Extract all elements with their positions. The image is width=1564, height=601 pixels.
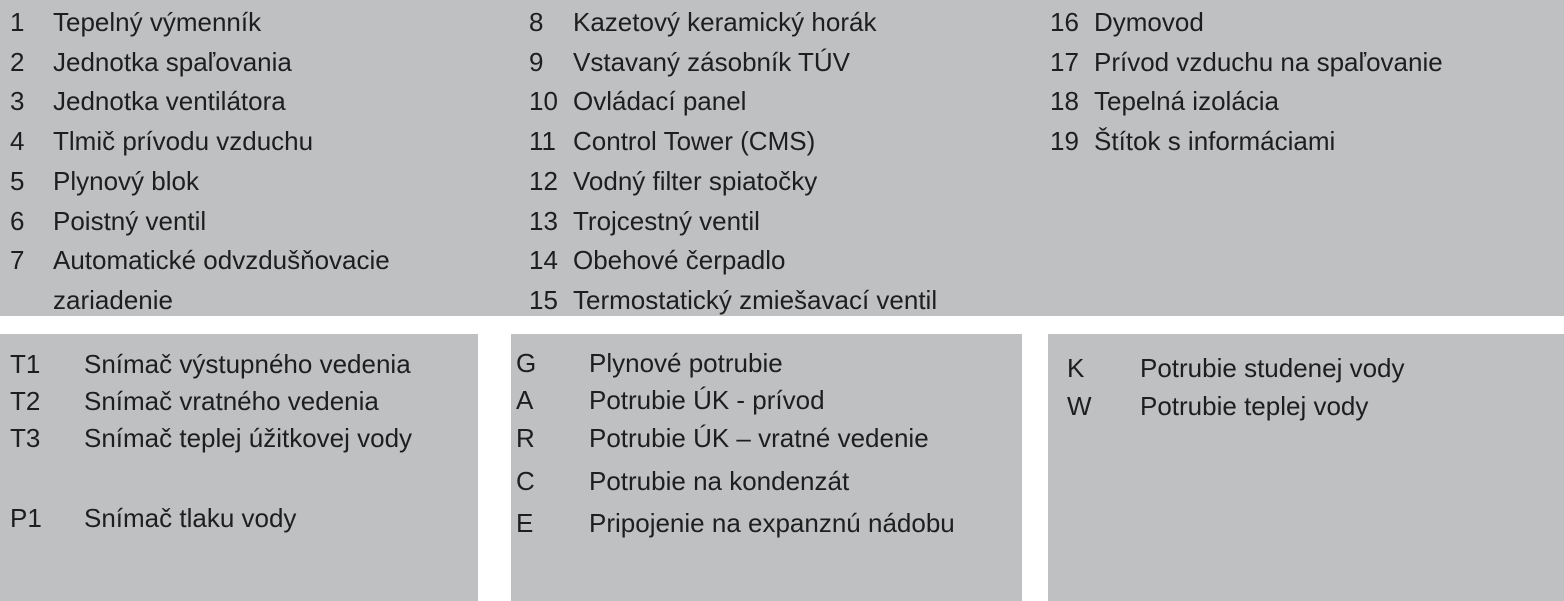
item-number: 15: [529, 285, 558, 315]
pipe-code: G: [516, 348, 537, 378]
item-number: 1: [10, 7, 25, 37]
item-number: 7: [10, 245, 25, 275]
item-label: Trojcestný ventil: [573, 206, 760, 236]
sensor-code: T2: [10, 386, 41, 416]
item-label: Vstavaný zásobník TÚV: [573, 47, 850, 77]
pipe-label: Pripojenie na expanznú nádobu: [589, 508, 955, 538]
item-number: 5: [10, 166, 25, 196]
item-number: 19: [1050, 126, 1079, 156]
item-label: Automatické odvzdušňovacie: [53, 245, 390, 275]
item-label: Poistný ventil: [53, 206, 207, 236]
item-label: Jednotka ventilátora: [53, 86, 286, 116]
pipe-code: R: [516, 423, 535, 453]
sensor-label: Snímač tlaku vody: [84, 503, 297, 533]
sensor-code: P1: [10, 503, 42, 533]
item-label: Termostatický zmiešavací ventil: [573, 285, 938, 315]
item-label: Tepelný výmenník: [53, 7, 262, 37]
water-code: K: [1067, 353, 1085, 383]
sensor-label: Snímač teplej úžitkovej vody: [84, 423, 413, 453]
item-number: 17: [1050, 47, 1079, 77]
pipe-label: Potrubie na kondenzát: [589, 466, 850, 496]
water-label: Potrubie teplej vody: [1140, 391, 1369, 421]
item-label: Plynový blok: [53, 166, 199, 196]
item-number: 3: [10, 86, 25, 116]
item-number: 8: [529, 7, 544, 37]
pipe-label: Potrubie ÚK - prívod: [589, 385, 825, 415]
pipe-legend-panel: [511, 334, 1022, 601]
item-number: 13: [529, 206, 558, 236]
item-number: 16: [1050, 7, 1079, 37]
item-number: 10: [529, 86, 558, 116]
item-number: 4: [10, 126, 25, 156]
item-label: Tlmič prívodu vzduchu: [53, 126, 314, 156]
item-number: 18: [1050, 86, 1079, 116]
item-label: Prívod vzduchu na spaľovanie: [1094, 47, 1443, 77]
sensor-code: T1: [10, 349, 41, 379]
item-label: Obehové čerpadlo: [573, 245, 786, 275]
pipe-label: Plynové potrubie: [589, 348, 783, 378]
item-label: zariadenie: [53, 285, 173, 315]
pipe-code: E: [516, 508, 534, 538]
item-label: Jednotka spaľovania: [53, 47, 292, 77]
item-label: Štítok s informáciami: [1094, 126, 1336, 156]
sensor-label: Snímač výstupného vedenia: [84, 349, 411, 379]
water-code: W: [1067, 391, 1092, 421]
item-label: Tepelná izolácia: [1094, 86, 1280, 116]
item-label: Vodný filter spiatočky: [573, 166, 818, 196]
pipe-code: C: [516, 466, 535, 496]
item-label: Ovládací panel: [573, 86, 747, 116]
item-number: 14: [529, 245, 558, 275]
item-label: Kazetový keramický horák: [573, 7, 877, 37]
item-label: Dymovod: [1094, 7, 1204, 37]
pipe-code: A: [516, 385, 534, 415]
item-number: 11: [529, 126, 556, 156]
item-number: 6: [10, 206, 25, 236]
item-number: 2: [10, 47, 25, 77]
item-number: 12: [529, 166, 558, 196]
sensor-label: Snímač vratného vedenia: [84, 386, 379, 416]
water-label: Potrubie studenej vody: [1140, 353, 1405, 383]
sensor-code: T3: [10, 423, 41, 453]
item-label: Control Tower (CMS): [573, 126, 816, 156]
pipe-label: Potrubie ÚK – vratné vedenie: [589, 423, 929, 453]
item-number: 9: [529, 47, 544, 77]
water-legend-panel: [1048, 334, 1564, 601]
sensor-legend-panel: [0, 334, 478, 601]
